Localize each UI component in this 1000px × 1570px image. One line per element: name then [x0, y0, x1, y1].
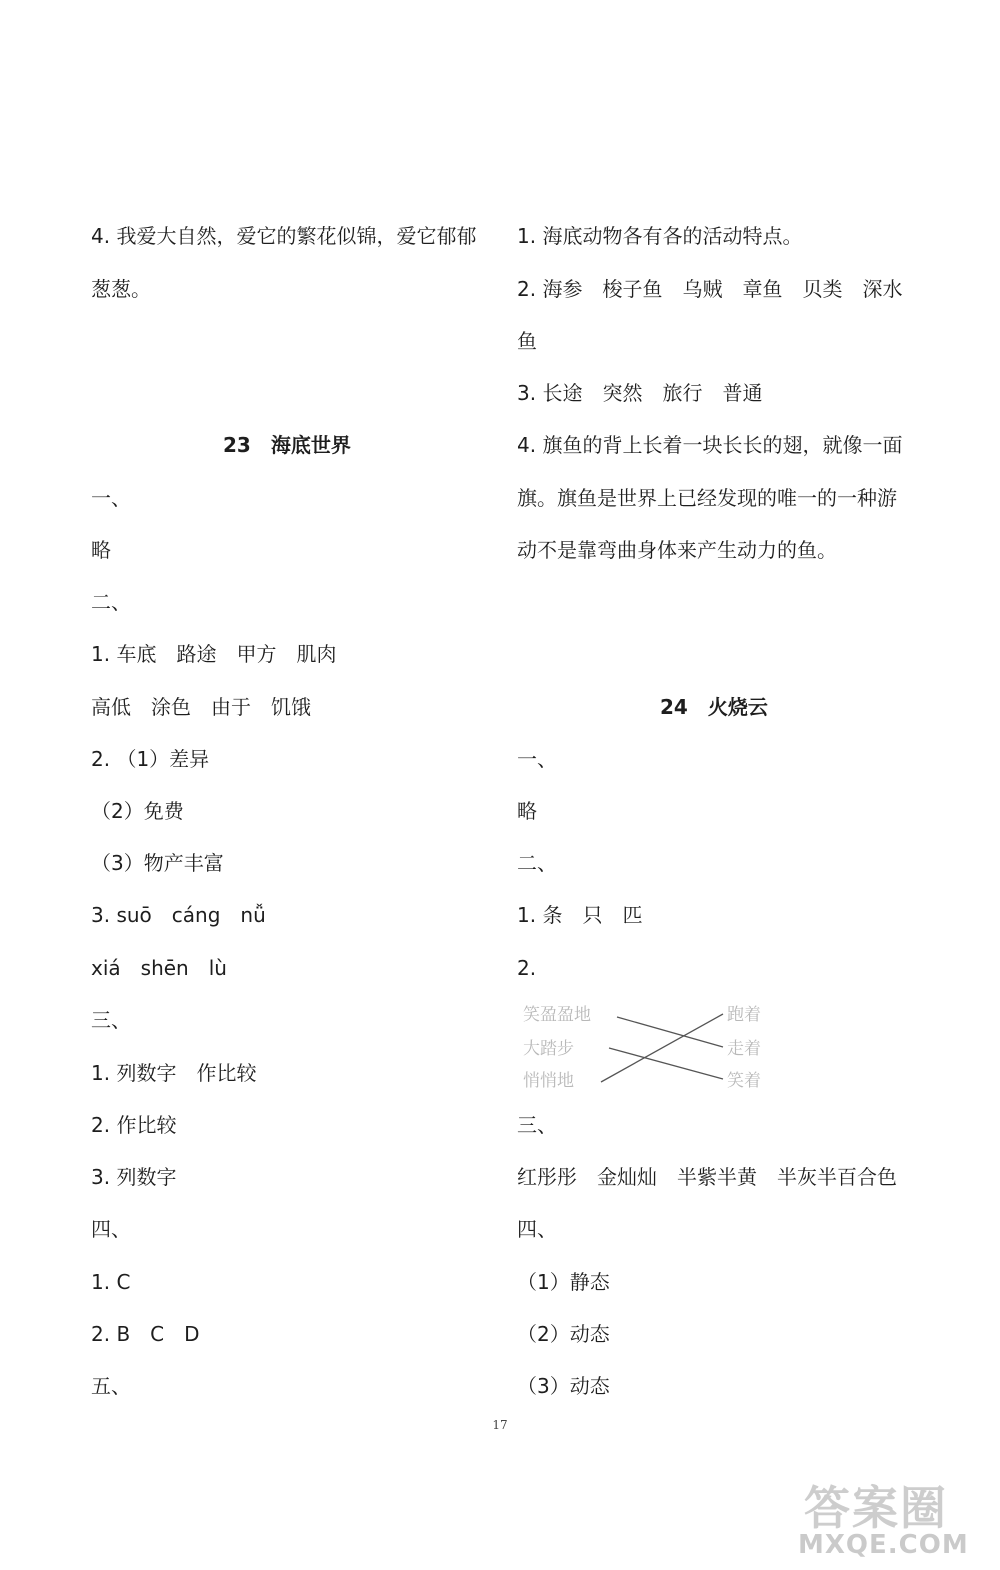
answer-line: （2）免费: [91, 799, 184, 823]
matching-diagram: [517, 1000, 777, 1100]
answer-line: 2. （1）差异: [91, 747, 210, 771]
section-title-24: 24 火烧云: [660, 695, 768, 719]
watermark-logo: 答案圈: [804, 1481, 948, 1535]
answer-line: 1. 条 只 匹: [517, 903, 643, 927]
match-right-item: 跑着: [727, 1005, 761, 1025]
answer-line: 1. 列数字 作比较: [91, 1061, 257, 1085]
match-line: [609, 1048, 723, 1079]
match-left-item: 悄悄地: [523, 1071, 574, 1091]
match-left-item: 大踏步: [523, 1039, 574, 1059]
match-right-item: 笑着: [727, 1071, 761, 1091]
answer-line: （2）动态: [517, 1322, 610, 1346]
answer-line: 2. 作比较: [91, 1113, 177, 1137]
part-heading: 四、: [91, 1217, 131, 1241]
answer-line: 略: [91, 538, 111, 562]
answer-line: 葱葱。: [91, 277, 151, 301]
answer-line: （1）静态: [517, 1270, 610, 1294]
answer-line: 3. suō cáng nǚ: [91, 903, 266, 927]
answer-line: 鱼: [517, 329, 537, 353]
part-heading: 五、: [91, 1374, 131, 1398]
answer-line: 2.: [517, 956, 537, 980]
part-heading: 二、: [91, 590, 131, 614]
page-number: 17: [492, 1418, 508, 1432]
part-heading: 三、: [517, 1113, 557, 1137]
answer-line: 1. 海底动物各有各的活动特点。: [517, 224, 803, 248]
watermark-site: MXQE.COM: [798, 1530, 969, 1560]
match-right-item: 走着: [727, 1039, 761, 1059]
matching-lines: [517, 1000, 777, 1100]
part-heading: 一、: [91, 486, 131, 510]
part-heading: 三、: [91, 1008, 131, 1032]
match-line: [601, 1014, 723, 1082]
section-title-23: 23 海底世界: [223, 433, 351, 457]
watermark: [790, 1470, 995, 1565]
answer-line: 1. 车底 路途 甲方 肌肉: [91, 642, 337, 666]
match-line: [617, 1017, 723, 1047]
answer-line: 2. B C D: [91, 1322, 200, 1346]
answer-line: 3. 长途 突然 旅行 普通: [517, 381, 763, 405]
part-heading: 一、: [517, 747, 557, 771]
answer-line: 1. C: [91, 1270, 131, 1294]
answer-line: （3）动态: [517, 1374, 610, 1398]
answer-line: 4. 我爱大自然，爱它的繁花似锦，爱它郁郁: [91, 224, 477, 248]
answer-line: 旗。旗鱼是世界上已经发现的唯一的一种游: [517, 486, 897, 510]
answer-line: 2. 海参 梭子鱼 乌贼 章鱼 贝类 深水: [517, 277, 903, 301]
answer-line: 红彤彤 金灿灿 半紫半黄 半灰半百合色: [517, 1165, 897, 1189]
answer-line: 动不是靠弯曲身体来产生动力的鱼。: [517, 538, 837, 562]
match-left-item: 笑盈盈地: [523, 1005, 591, 1025]
answer-line: 略: [517, 799, 537, 823]
answer-line: 4. 旗鱼的背上长着一块长长的翅，就像一面: [517, 433, 903, 457]
part-heading: 四、: [517, 1217, 557, 1241]
answer-line: 高低 涂色 由于 饥饿: [91, 695, 311, 719]
part-heading: 二、: [517, 851, 557, 875]
answer-line: 3. 列数字: [91, 1165, 177, 1189]
answer-line: （3）物产丰富: [91, 851, 224, 875]
answer-line: xiá shēn lù: [91, 956, 227, 980]
